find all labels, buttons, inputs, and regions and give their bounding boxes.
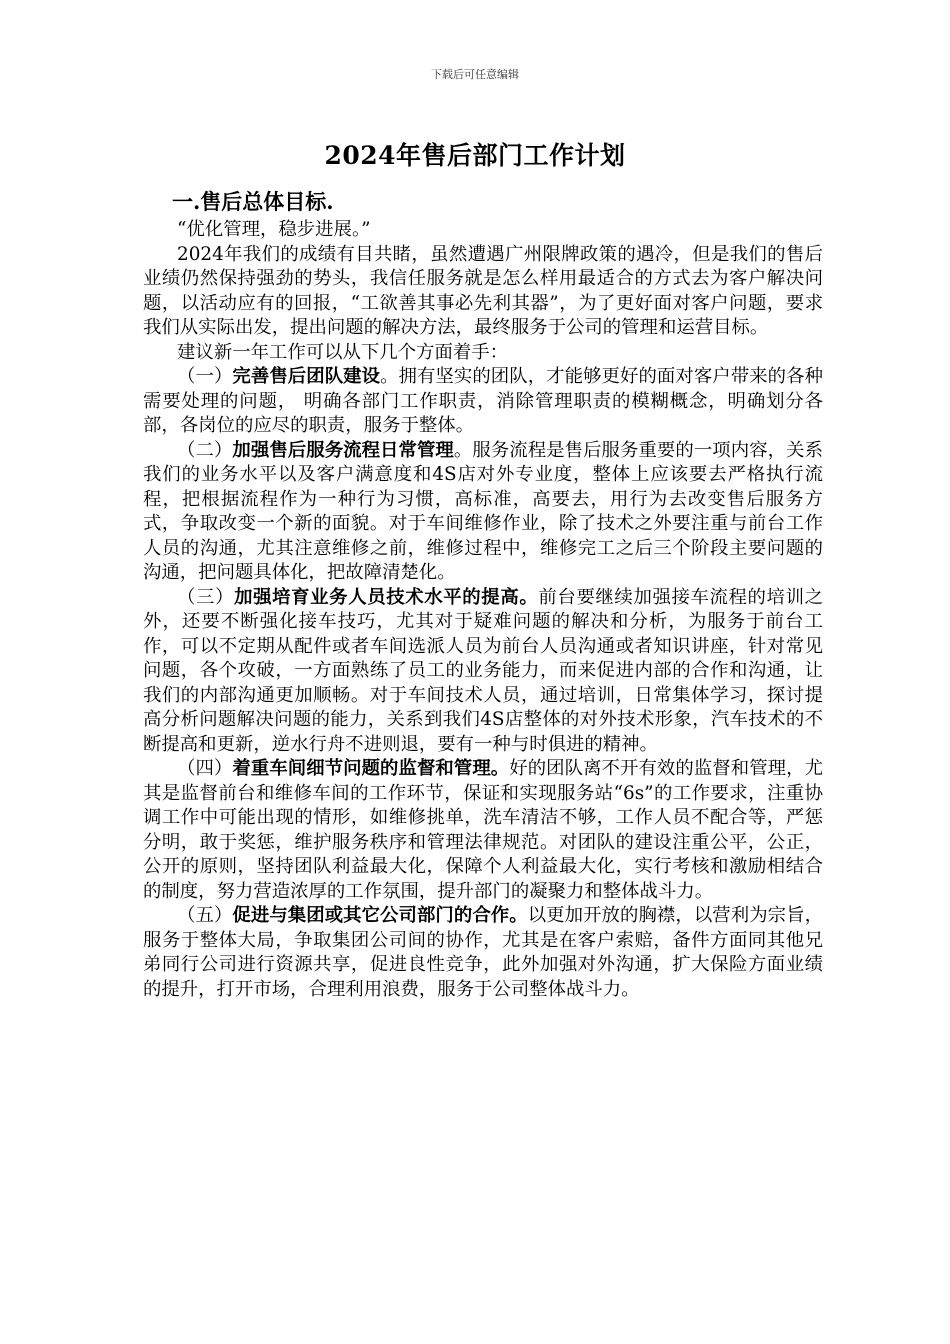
item-paragraph <box>143 439 823 586</box>
item-number: （三） <box>177 586 235 608</box>
page-header-note: 下载后可任意编辑 <box>431 68 519 81</box>
intro-paragraph: 2024年我们的成绩有目共睹，虽然遭遇广州限牌政策的遇冷，但是我们的售后业绩仍然保持强劲的势头，我信任服务就是怎么样用最适合的方式去为客户解决问题，以活动应有的回报，“工欲善其事必先利其器”，为了更好面对客户问题，要求我们从实际出发，提出问题的解决方法，最终服务于公司的管理和运营目标。 <box>143 243 823 338</box>
item-paragraph <box>143 757 823 904</box>
lead-paragraph: 建议新一年工作可以从下几个方面着手： <box>177 341 509 363</box>
section-heading: 一.售后总体目标. <box>172 189 334 214</box>
item-heading: 促进与集团或其它公司部门的合作。 <box>232 905 528 926</box>
item-heading: 加强售后服务流程日常管理 <box>232 439 454 461</box>
document-title: 2024年售后部门工作计划 <box>324 141 626 170</box>
item-paragraph <box>143 586 823 758</box>
item-number: （五） <box>177 905 233 926</box>
item-text: 前台要继续加强接车流程的培训之外，还要不断强化接车技巧，尤其对于疑难问题的解决和分析，为服务于前台工作，可以不定期从配件或者车间选派人员为前台人员沟通或者知识讲座，针对常见问题，各个攻破，一方面熟练了员工的业务能力，而来促进内部的合作和沟通，让我们的内部沟通更加顺畅。对于车间技术人员，通过培训，日常集体学习，探讨提高分析问题解决问题的能力，关系到我们4S店整体的对外技术形象，汽车技术的不断提高和更新，逆水行舟不进则退，要有一种与时俱进的精神。 <box>143 586 823 755</box>
item-text: 好的团队离不开有效的监督和管理，尤其是监督前台和维修车间的工作环节，保证和实现服务站“6s”的工作要求，注重协调工作中可能出现的情形，如维修挑单，洗车清洁不够，工作人员不配合等，严惩分明，敢于奖惩，维护服务秩序和管理法律规范。对团队的建设注重公平，公正，公开的原则，坚持团队利益最大化，保障个人利益最大化，实行考核和激励相结合的制度，努力营造浓厚的工作氛围，提升部门的凝聚力和整体战斗力。 <box>143 758 823 902</box>
item-paragraph <box>143 904 823 1002</box>
item-number: （二） <box>177 439 233 461</box>
item-text: 。服务流程是售后服务重要的一项内容，关系我们的业务水平以及客户满意度和4S店对外专业度，整体上应该要去严格执行流程，把根据流程作为一种行为习惯，高标准，高要去，用行为去改变售后服务方式，争取改变一个新的面貌。对于车间维修作业，除了技术之外要注重与前台工作人员的沟通，尤其注意维修之前，维修过程中，维修完工之后三个阶段主要问题的沟通，把问题具体化，把故障清楚化。 <box>143 439 823 583</box>
item-text: 以更加开放的胸襟，以营利为宗旨，服务于整体大局，争取集团公司间的协作，尤其是在客户索赔，备件方面同其他兄弟同行公司进行资源共享，促进良性竞争，此外加强对外沟通，扩大保险方面业绩的提升，打开市场，合理利用浪费，服务于公司整体战斗力。 <box>143 905 823 1000</box>
slogan-paragraph: “优化管理，稳步进展。” <box>177 219 371 240</box>
item-number: （四） <box>177 758 233 779</box>
item-heading: 完善售后团队建设 <box>232 366 381 387</box>
item-heading: 加强培育业务人员技术水平的提高。 <box>234 586 539 608</box>
item-text: 。拥有坚实的团队，才能够更好的面对客户带来的各种需要处理的问题， 明确各部门工作职责，消除管理职责的模糊概念，明确划分各部，各岗位的应尽的职责，服务于整体。 <box>143 366 823 436</box>
item-heading: 着重车间细节问题的监督和管理。 <box>232 758 510 779</box>
item-number: （一） <box>177 366 233 387</box>
document-body <box>143 218 823 1002</box>
item-paragraph <box>143 365 823 439</box>
